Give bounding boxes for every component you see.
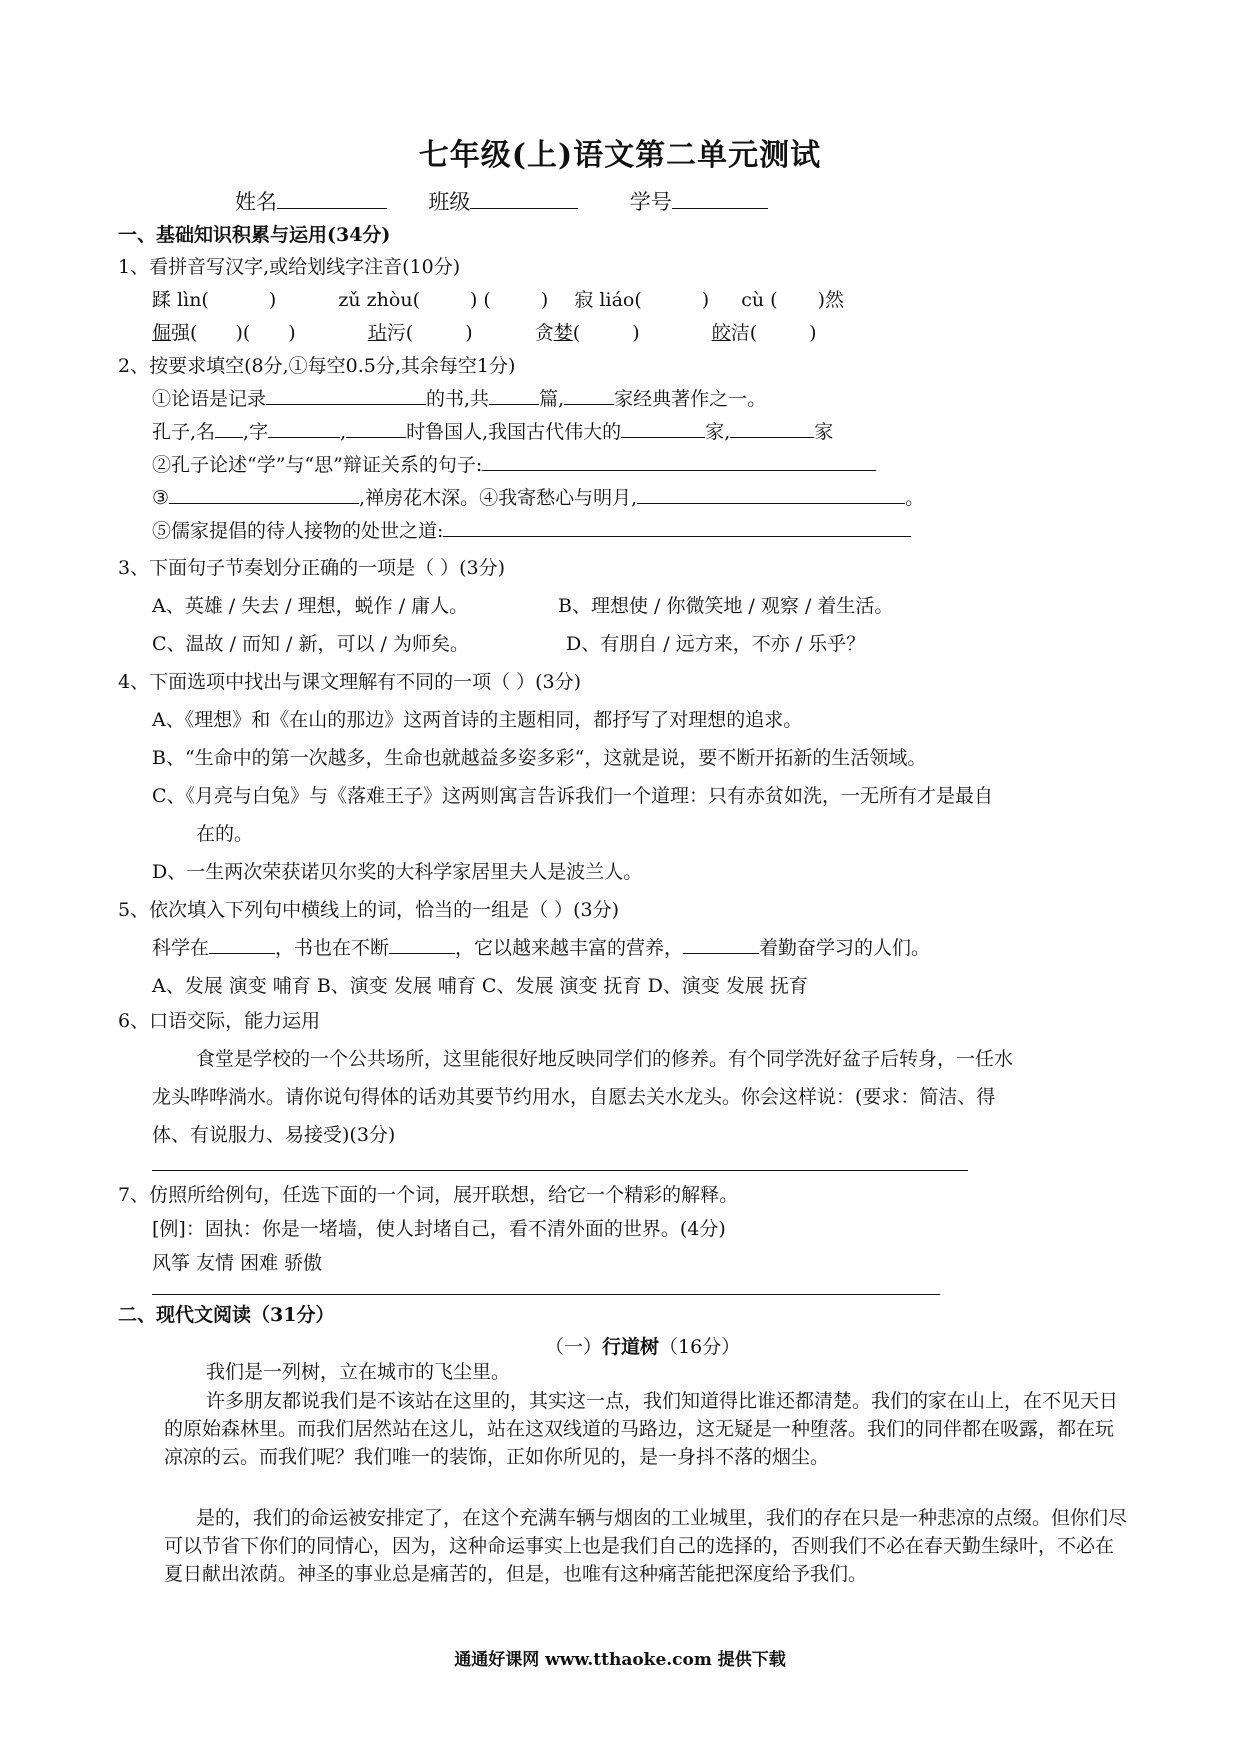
q4-option-a: A、《理想》和《在山的那边》这两首诗的主题相同，都抒写了对理想的追求。 [152,709,803,731]
q6-answer-line[interactable] [152,1170,968,1171]
q5-stem: 5、依次填入下列句中横线上的词，恰当的一组是（ ）(3分) [118,899,620,921]
name-label: 姓名 [235,190,277,214]
q6-para-line3: 体、有说服力、易接受)(3分) [152,1124,396,1146]
q4-option-b: B、“生命中的第一次越多，生命也就越益多姿多彩“，这就是说，要不断开拓新的生活领域。 [152,747,927,769]
q1-row1: 蹂 lìn( ) zǔ zhòu( ) ( ) 寂 liáo( ) cù ( )然 [152,289,845,311]
q3-option-d: D、有朋自 / 远方来，不亦 / 乐乎？ [566,633,866,655]
footer-credit: 通通好课网 www.tthaoke.com 提供下载 [454,1650,786,1670]
q7-words: 风筝 友情 困难 骄傲 [152,1252,323,1274]
section1-heading: 一、基础知识积累与运用(34分) [118,224,391,246]
q4-stem: 4、下面选项中找出与课文理解有不同的一项（ ）(3分) [118,671,582,693]
q3-option-b: B、理想使 / 你微笑地 / 观察 / 着生活。 [558,595,894,617]
q4-option-d: D、一生两次荣获诺贝尔奖的大科学家居里夫人是波兰人。 [152,861,643,883]
q2-line2: 孔子,名 ,字 , 时鲁国人,我国古代伟大的 家, 家 [152,421,834,443]
passage-paragraph-3: 是的，我们的命运被安排定了，在这个充满车辆与烟囱的工业城里，我们的存在只是一种悲凉的点缀。但你们尽可以节省下你们的同情心，因为，这种命运事实上也是我们自己的选择的，否则我们不必在春天勤生绿叶，不必在夏日献出浓荫。神圣的事业总是痛苦的，但是，也唯有这种痛苦能把深度给予我们。 [164,1507,1128,1585]
q5-sentence: 科学在 ，书也在不断 ，它以越来越丰富的营养， 着勤奋学习的人们。 [152,937,931,959]
q7-answer-line[interactable] [152,1294,940,1295]
q6-para-line1: 食堂是学校的一个公共场所，这里能很好地反映同学们的修养。有个同学洗好盆子后转身，一任水 [196,1048,1014,1070]
section2-heading: 二、现代文阅读（31分） [118,1304,335,1326]
q2-line5: ⑤儒家提倡的待人接物的处世之道: [152,516,911,543]
q3-option-a: A、英雄 / 失去 / 理想，蜕作 / 庸人。 [152,595,469,617]
q2-line1: ①论语是记录 的书,共 篇, 家经典著作之一。 [152,388,767,410]
q2-line4: ③ ,禅房花木深。④我寄愁心与明月, 。 [152,487,925,509]
q1-stem: 1、看拼音写汉字,或给划线字注音(10分) [118,256,461,278]
name-blank[interactable] [277,190,387,209]
q3-option-c: C、温故 / 而知 / 新，可以 / 为师矣。 [152,633,469,655]
q7-stem: 7、仿照所给例句，任选下面的一个词，展开联想，给它一个精彩的解释。 [118,1184,739,1206]
class-label: 班级 [428,190,471,214]
q2-stem: 2、按要求填空(8分,①每空0.5分,其余每空1分) [118,355,516,377]
q2-line3: ②孔子论述“学”与“思”辩证关系的句子: [152,450,876,477]
q3-stem: 3、下面句子节奏划分正确的一项是（ ）(3分) [118,557,506,579]
passage-title: （一）行道树（16分） [545,1336,741,1358]
page-title: 七年级(上)语文第二单元测试 [418,138,822,173]
q4-option-c: C、《月亮与白兔》与《落难王子》这两则寓言告诉我们一个道理：只有赤贫如洗，一无所有才是最自 [152,785,994,807]
q1-row2: 倔强( )( ) 玷污( ) 贪婪( ) 皎洁( ) [152,322,817,344]
q6-para-line2: 龙头哗哗淌水。请你说句得体的话劝其要节约用水，自愿去关水龙头。你会这样说：(要求：简洁、得 [152,1086,996,1108]
passage-paragraph-2: 许多朋友都说我们是不该站在这里的，其实这一点，我们知道得比谁还都清楚。我们的家在山上，在不见天日的原始森林里。而我们居然站在这儿，站在这双线道的马路边，这无疑是一种堕落。我们的同伴都在吸露，都在玩凉凉的云。而我们呢？我们唯一的装饰，正如你所见的，是一身抖不落的烟尘。 [164,1390,1119,1468]
q7-example: [例]：固执：你是一堵墙，使人封堵自己，看不清外面的世界。(4分) [152,1218,726,1240]
class-blank[interactable] [470,190,578,209]
id-label: 学号 [629,190,672,214]
q4-option-c-cont: 在的。 [196,823,254,845]
name-field-row [235,186,768,216]
q5-options: A、发展 演变 哺育 B、演变 发展 哺育 C、发展 演变 抚育 D、演变 发展 抚育 [152,975,808,997]
q6-stem: 6、口语交际，能力运用 [118,1010,321,1032]
passage-paragraph-1: 我们是一列树，立在城市的飞尘里。 [206,1361,511,1383]
id-blank[interactable] [672,190,768,209]
